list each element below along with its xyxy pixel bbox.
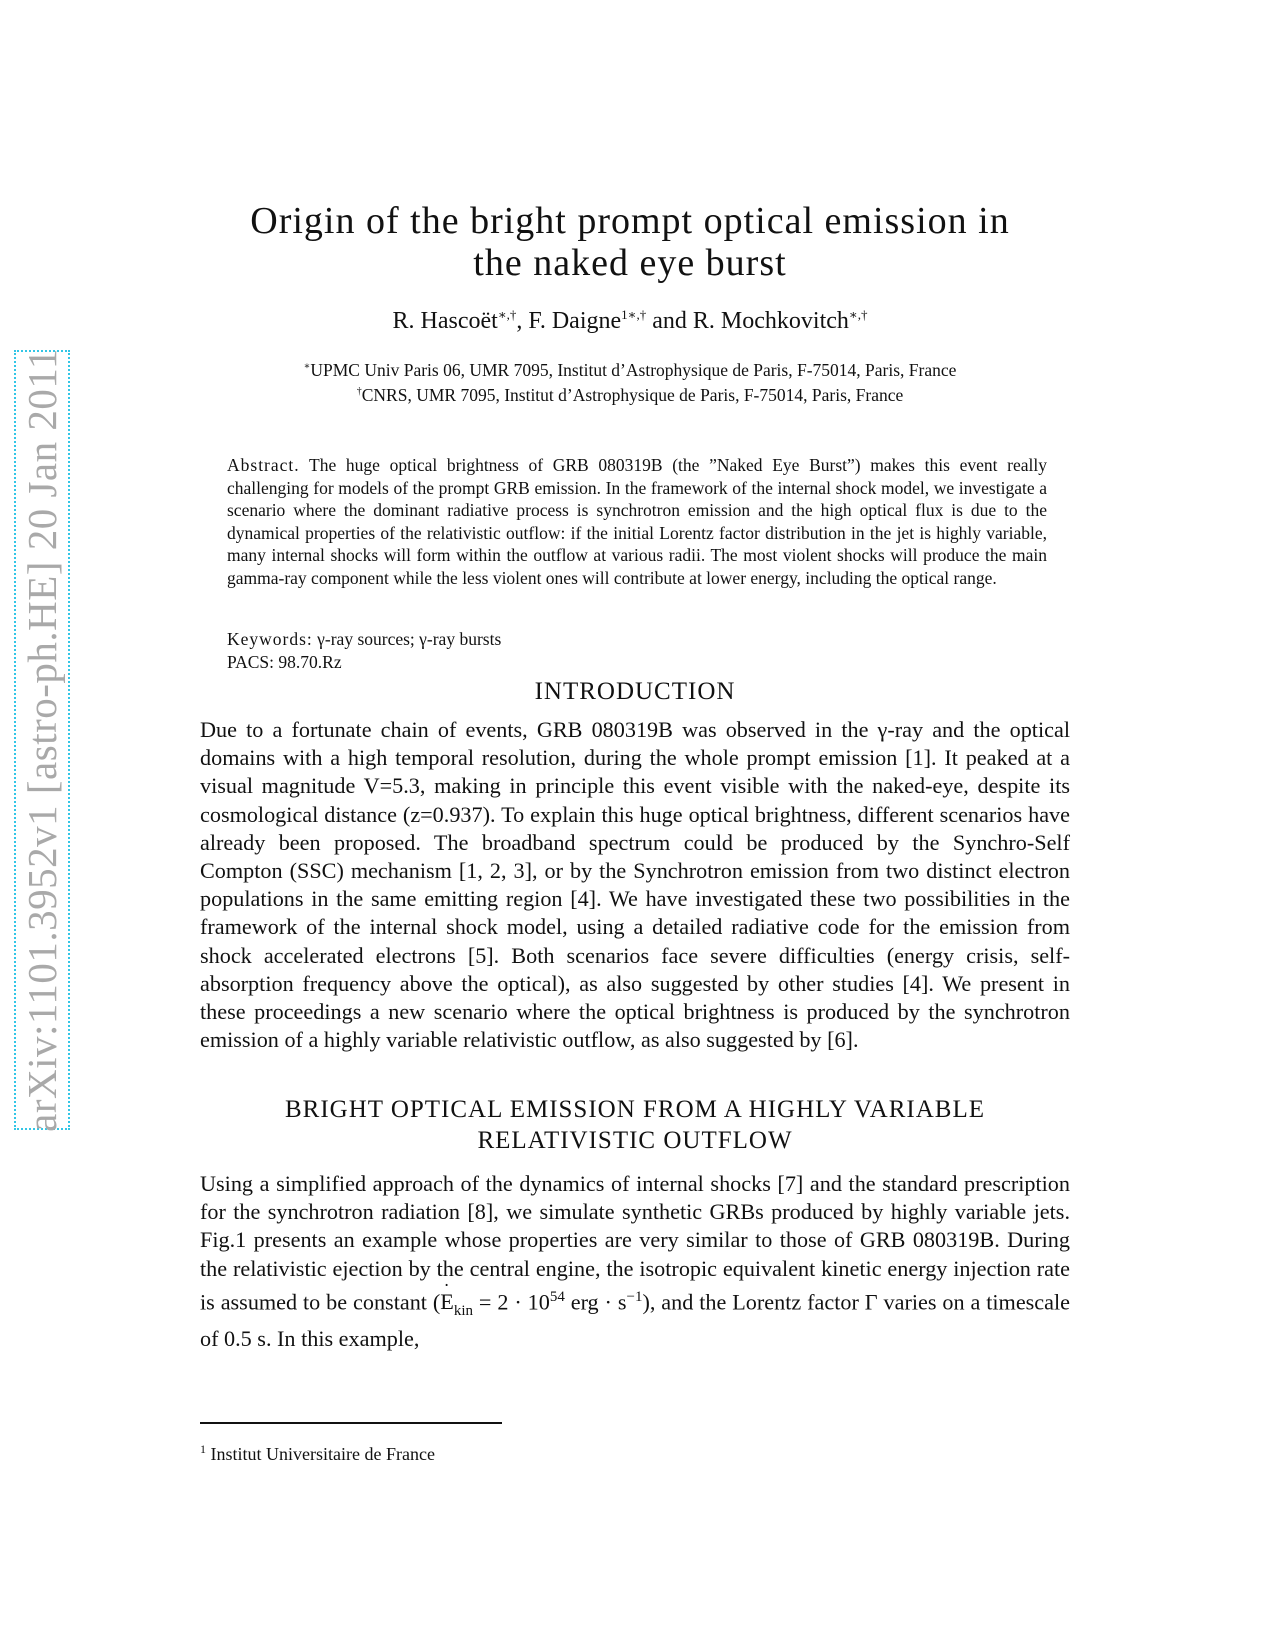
pacs-value: 98.70.Rz	[278, 651, 342, 672]
author-3: and R. Mochkovitch	[646, 308, 849, 334]
introduction-paragraph: Due to a fortunate chain of events, GRB 080319B was observed in the γ-ray and the optical domains with a high temporal resolution, during the whole prompt emission [1]. It peaked at a visual magnitude V=5.3, making in principle this event visible with the naked-eye, despite its cosmological distance (z=0.937). To explain this huge optical brightness, different scenarios have already been proposed. The broadband spectrum could be produced by the Synchro-Self Compton (SSC) mechanism [1, 2, 3], or by the Synchrotron emission from two distinct electron populations in the same emitting region [4]. We have investigated these two possibilities in the framework of the internal shock model, using a detailed radiative code for the emission from shock accelerated electrons [5]. Both scenarios face severe difficulties (energy crisis, self-absorption frequency above the optical), as also suggested by other studies [4]. We present in these proceedings a new scenario where the optical brightness is produced by the synchrotron emission of a highly variable relativistic outflow, as also suggested by [6].	[200, 717, 1070, 1053]
e-kin-symbol: E ˙	[440, 1289, 454, 1314]
section-heading-introduction: INTRODUCTION	[534, 678, 736, 705]
pacs-label: PACS:	[227, 651, 275, 672]
pacs-line	[227, 651, 1047, 674]
arxiv-stamp	[14, 350, 70, 1130]
affiliation-2	[190, 381, 1070, 406]
abstract	[227, 454, 1047, 590]
section-heading-bright-optical	[200, 1094, 1070, 1156]
author-3-marks: ∗,†	[848, 307, 868, 322]
author-list	[190, 300, 1070, 336]
section-2-text-b: = 2 · 10	[473, 1289, 550, 1315]
author-1: R. Hascoët	[392, 308, 498, 334]
keywords-label: Keywords:	[227, 629, 313, 649]
footnote-text: Institut Universitaire de France	[210, 1444, 435, 1464]
affiliation-1-mark: ∗	[303, 361, 311, 372]
author-2: , F. Daigne	[516, 308, 622, 334]
author-2-marks: 1∗,†	[621, 307, 647, 322]
section-2-text-d: ), and the Lorentz factor Γ varies on a timescale of 0.5 s. In this example,	[200, 1289, 1071, 1351]
section-2-text-c: erg · s	[564, 1289, 627, 1315]
author-1-marks: ∗,†	[497, 307, 517, 322]
keywords-line	[227, 628, 1047, 651]
e-kin-subscript: kin	[453, 1302, 473, 1319]
affiliation-1-text: UPMC Univ Paris 06, UMR 7095, Institut d’Astrophysique de Paris, F-75014, Paris, France	[310, 359, 957, 380]
footnote-divider	[200, 1422, 502, 1424]
section-2-text-a: Using a simplified approach of the dynamics of internal shocks [7] and the standard prescription for the synchrotron radiation [8], we simulate synthetic GRBs produced by highly variable jets. Fig.1 presents an example whose properties are very similar to those of GRB 080319B. During the relativistic ejection by the central engine, the isotropic equivalent kinetic energy injection rate is assumed to be constant (	[200, 1171, 1070, 1315]
keywords-value: γ-ray sources; γ-ray bursts	[317, 629, 502, 649]
abstract-label: Abstract.	[227, 455, 300, 475]
abstract-text: The huge optical brightness of GRB 080319B (the ”Naked Eye Burst”) makes this event really challenging for models of the prompt GRB emission. In the framework of the internal shock model, we investigate a scenario where the dominant radiative process is synchrotron emission and the high optical flux is due to the dynamical properties of the relativistic outflow: if the initial Lorentz factor distribution in the jet is highly variable, many internal shocks will form within the outflow at various radii. The most violent shocks will produce the main gamma-ray component while the less violent ones will contribute at lower energy, including the optical range.	[227, 455, 1047, 588]
affiliation-2-text: CNRS, UMR 7095, Institut d’Astrophysique de Paris, F-75014, Paris, France	[361, 384, 904, 405]
affiliation-2-mark: †	[356, 385, 362, 397]
title-line-2: the naked eye burst	[473, 242, 787, 284]
arxiv-stamp-text: arXiv:1101.3952v1 [astro-ph.HE] 20 Jan 2011	[19, 348, 65, 1132]
footnote-mark: 1	[200, 1442, 206, 1456]
time-exponent: −1	[626, 1288, 643, 1305]
keywords-block	[227, 628, 1047, 673]
energy-exponent: 54	[549, 1288, 565, 1305]
footnote	[200, 1438, 435, 1465]
affiliations	[190, 356, 1070, 406]
paper-title	[190, 200, 1070, 284]
section-2-heading-line-2: RELATIVISTIC OUTFLOW	[477, 1127, 793, 1154]
section-2-heading-line-1: BRIGHT OPTICAL EMISSION FROM A HIGHLY VARIABLE	[284, 1096, 986, 1123]
section-2-paragraph	[200, 1170, 1070, 1353]
affiliation-1	[190, 356, 1070, 381]
title-line-1: Origin of the bright prompt optical emission in	[250, 200, 1010, 242]
